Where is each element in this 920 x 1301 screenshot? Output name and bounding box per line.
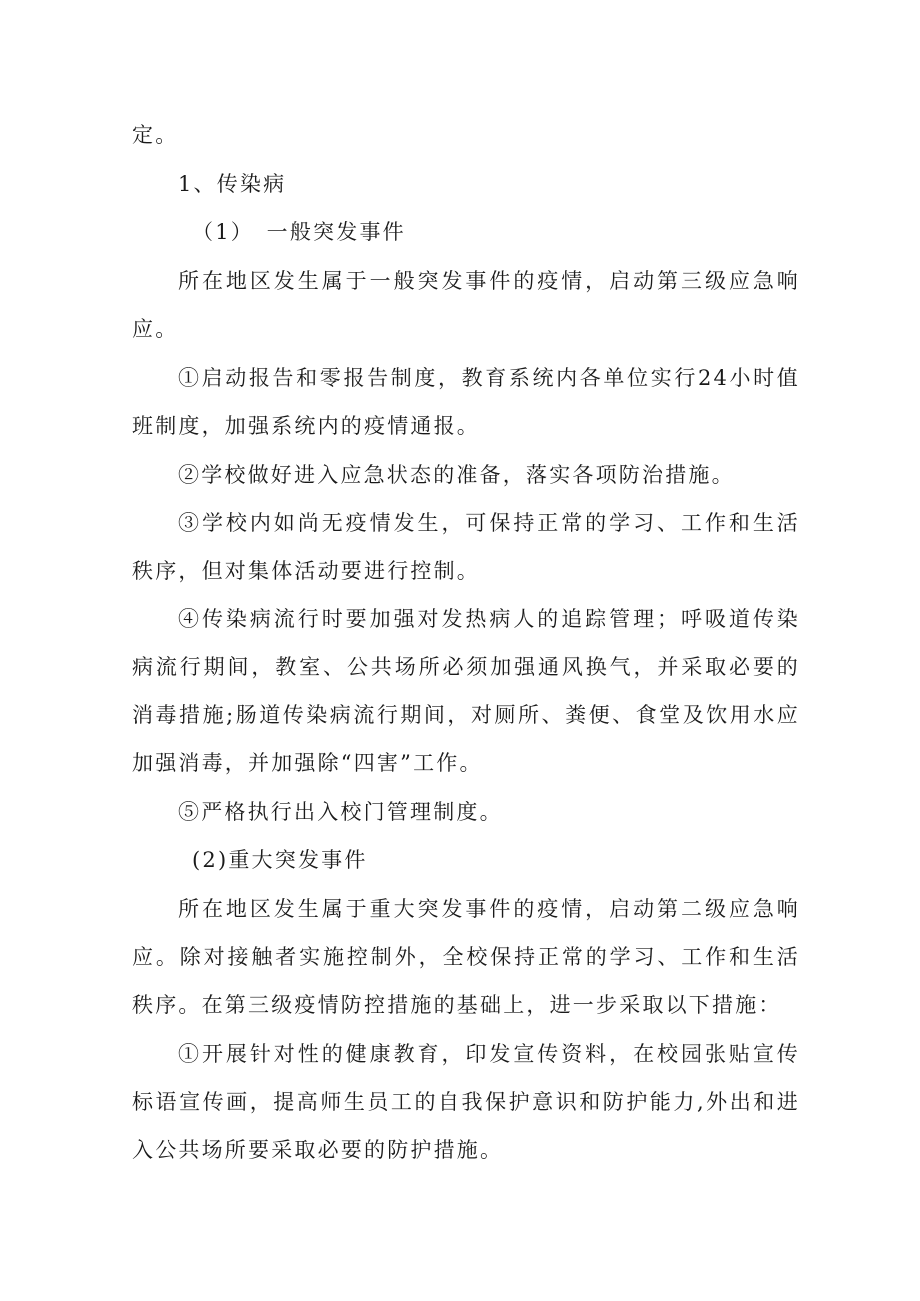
paragraph-continuation: 定。 [132, 123, 179, 147]
paragraph: 所在地区发生属于一般突发事件的疫情，启动第三级应急响应。 [132, 269, 800, 341]
list-item: ①启动报告和零报告制度，教育系统内各单位实行24小时值班制度，加强系统内的疫情通报。 [132, 366, 800, 438]
list-item: ④传染病流行时要加强对发热病人的追踪管理；呼吸道传染病流行期间，教室、公共场所必须加强通风换气，并采取必要的消毒措施;肠道传染病流行期间，对厕所、粪便、食堂及饮用水应加强消毒，并加强除“四害”工作。 [132, 607, 800, 775]
list-item: ①开展针对性的健康教育，印发宣传资料，在校园张贴宣传标语宣传画，提高师生员工的自我保护意识和防护能力,外出和进入公共场所要采取必要的防护措施。 [132, 1042, 800, 1162]
paragraph: 所在地区发生属于重大突发事件的疫情，启动第二级应急响应。除对接触者实施控制外，全校保持正常的学习、工作和生活秩序。在第三级疫情防控措施的基础上，进一步采取以下措施： [132, 897, 800, 1017]
subsection-heading: （1） 一般突发事件 [192, 220, 406, 244]
subsection-heading: (2)重大突发事件 [192, 848, 368, 872]
list-item: ⑤严格执行出入校门管理制度。 [178, 800, 503, 824]
list-item: ③学校内如尚无疫情发生，可保持正常的学习、工作和生活秩序，但对集体活动要进行控制。 [132, 511, 800, 583]
section-heading: 1、传染病 [178, 172, 287, 196]
list-item: ②学校做好进入应急状态的准备，落实各项防治措施。 [178, 463, 735, 487]
